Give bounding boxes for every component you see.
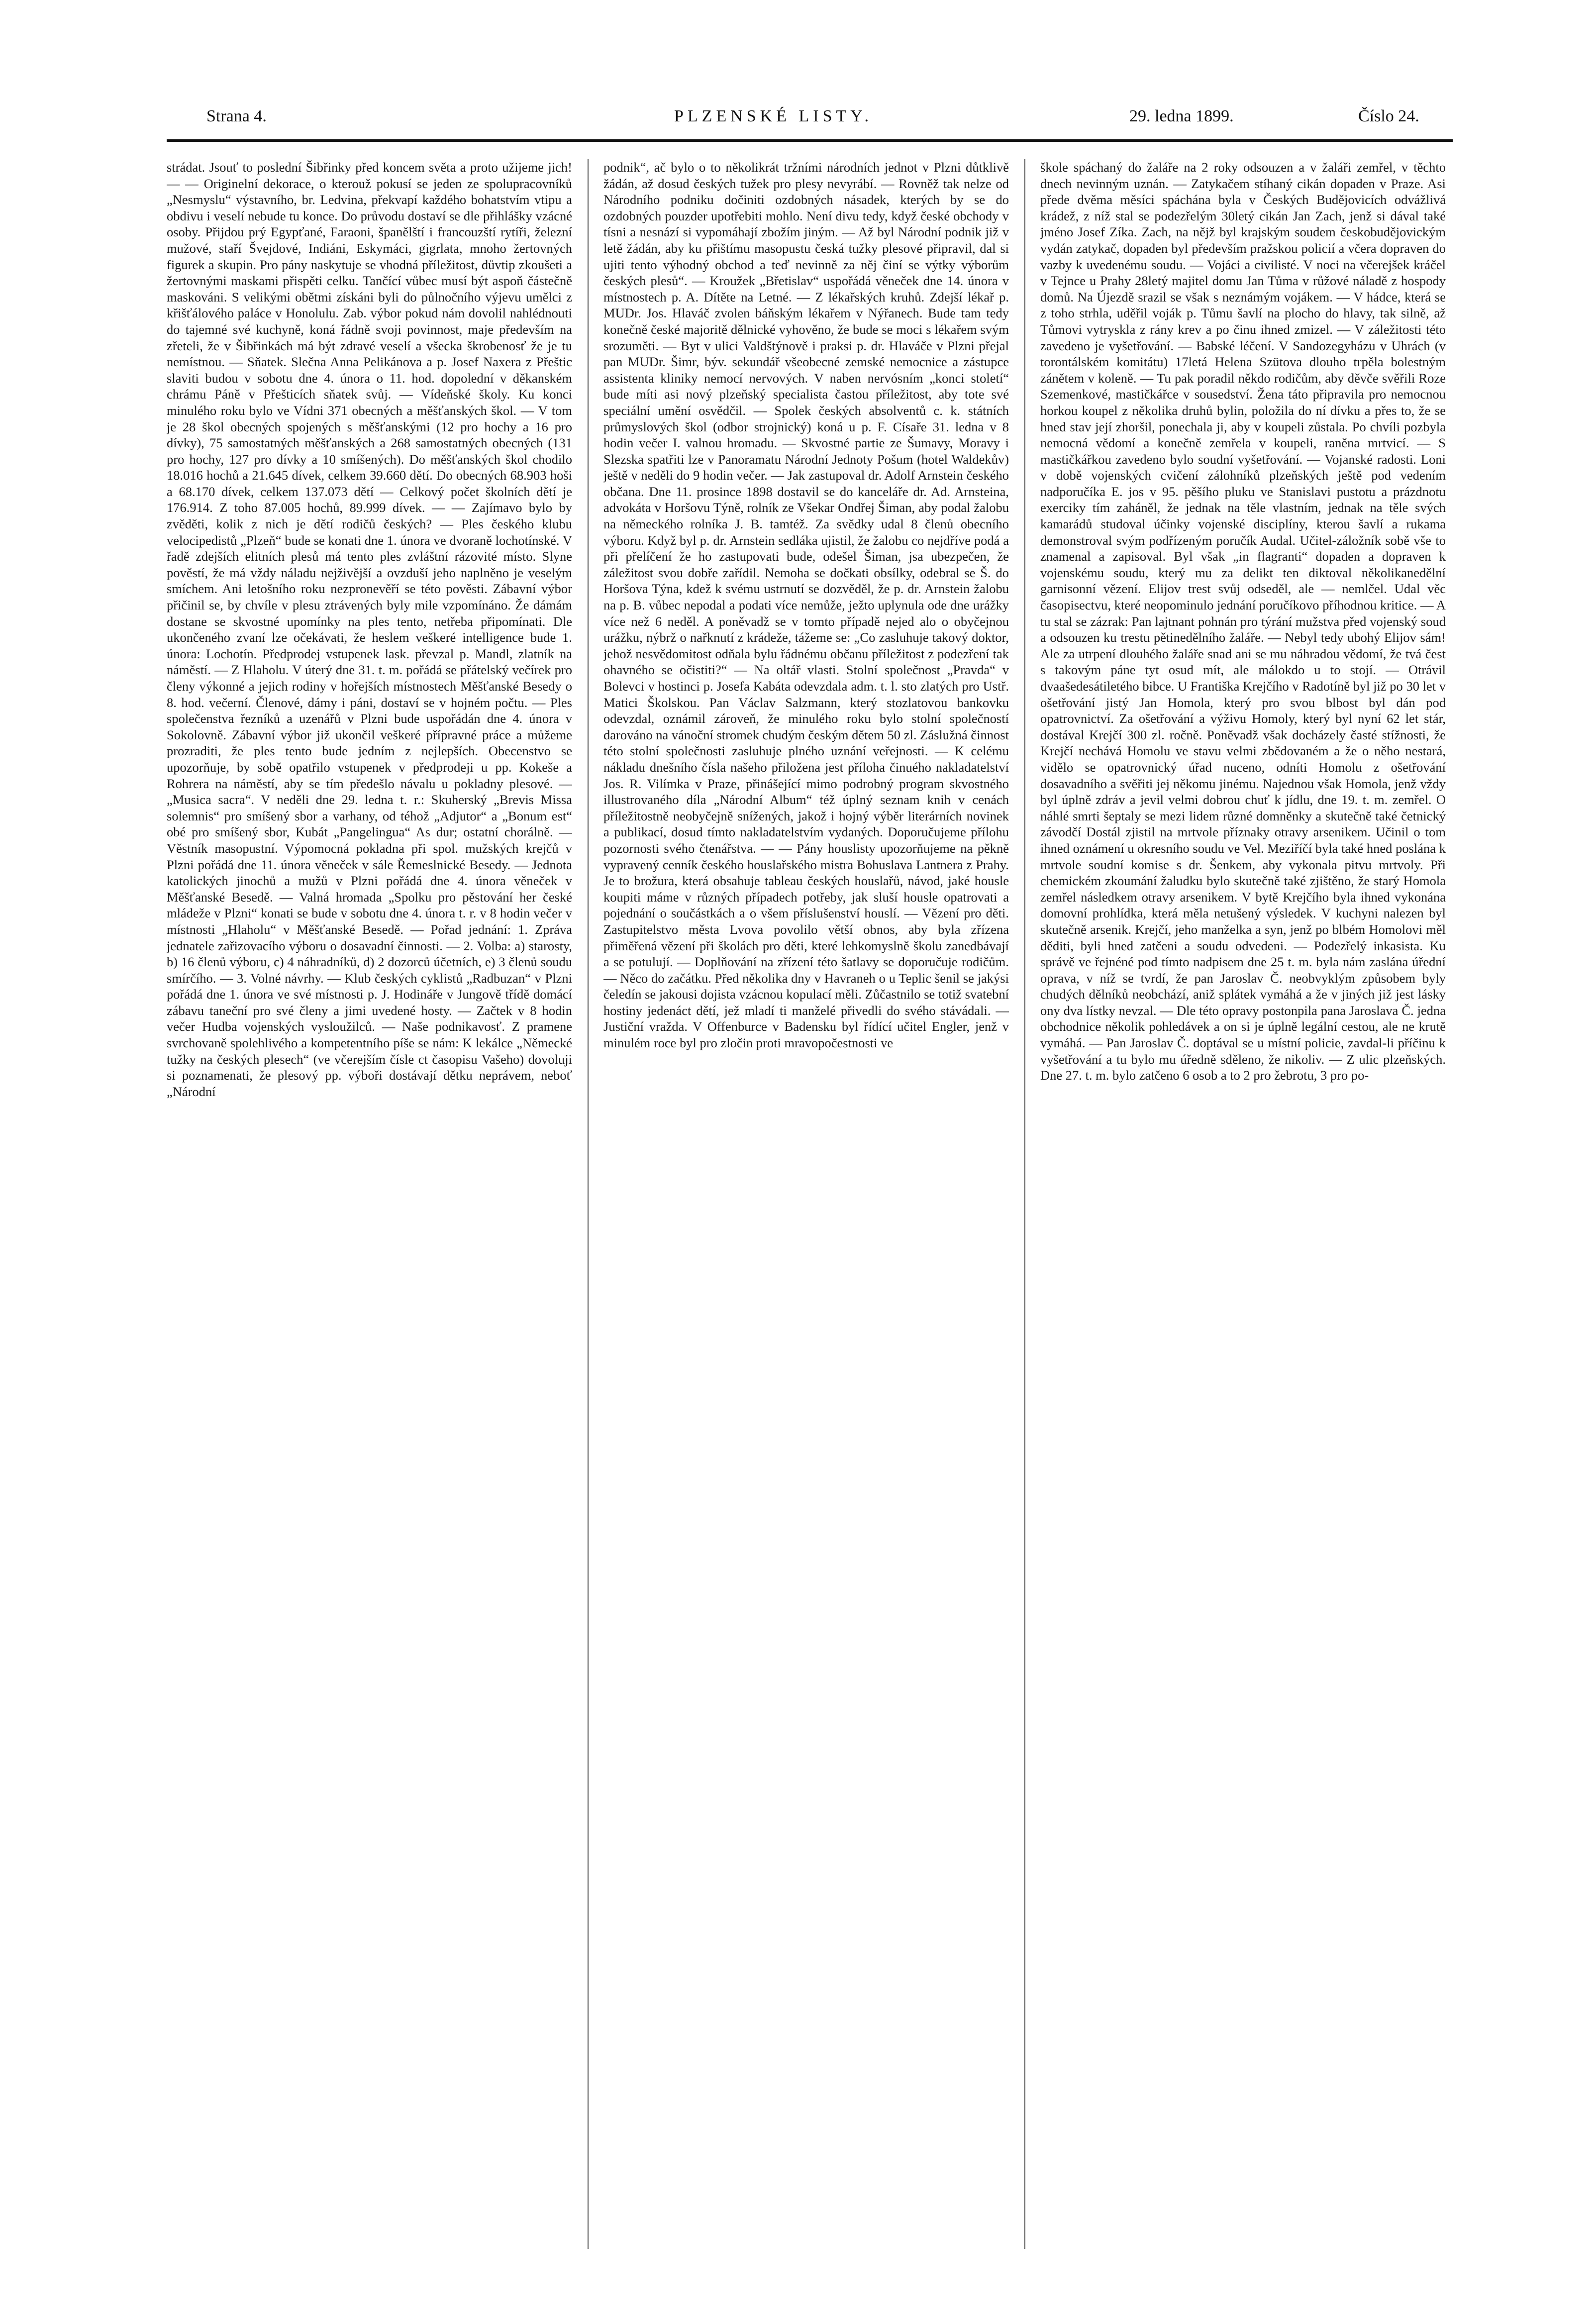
- column-2-text: podnik“, ač bylo o to několikrát tržními národních jednot v Plzni důtklivě žádán, až dosud českých tužek pro plesy nevyrábí. — Rovněž tak nelze od Národního podniku dočiniti ozdobných násadek, kterých by se do ozdobných pouzder upotřebiti mohlo. Není divu tedy, když české obchody v tísni a nesnází si vypomáhají zbožím jiným. — Až byl Národní podnik již v letě žádán, aby ku přištímu masopustu česká tužky plesové připravil, dal si ujiti tento výhodný obchod a teď nevinně za něj činí se výtky výborům českých plesů“. — Kroužek „Břetislav“ uspořádá věneček dne 14. února v místnostech p. A. Dítěte na Letné. — Z lékařských kruhů. Zdejší lékař p. MUDr. Jos. Hlaváč zvolen báňským lékařem v Nýřanech. Bude tam tedy konečně české majoritě dělnické vyhověno, že bude se moci s lékařem svým srozuměti. — Byt v ulici Valdštýnově i praksi p. dr. Hlaváče v Plzni přejal pan MUDr. Šimr, býv. sekundář všeobecné zemské nemocnice a zástupce assistenta kliniky nemocí nervových. V naben nervósním „konci století“ bude míti asi nový plzeňský specialista častou příležitost, aby tote své speciální umění osvědčil. — Spolek českých absolventů c. k. státních průmyslových škol (odbor strojnický) koná u p. F. Císaře 31. ledna v 8 hodin večer I. valnou hromadu. — Skvostné partie ze Šumavy, Moravy i Slezska spatřiti lze v Panoramatu Národní Jednoty Pošum (hotel Waldekův) ještě v neděli do 9 hodin večer. — Jak zastupoval dr. Adolf Arnstein českého občana. Dne 11. prosince 1898 dostavil se do kanceláře dr. Ad. Arnsteina, advokáta v Horšovu Týně, rolník ze Všekar Ondřej Šiman, aby podal žalobu na německého rolníka J. B. tamtéž. Za svědky udal 8 členů obecního výboru. Když byl p. dr. Arnstein sedláka ujistil, že žalobu co nejdříve podá a při přelíčení že ho zastupovati bude, odešel Šiman, jsa ubezpečen, že záležitost svou dobře zařídil. Nemoha se dočkati obsílky, odebral se Š. do Horšova Týna, kdež k svému ustrnutí se dozvěděl, že p. dr. Arnstein žalobu na p. B. vůbec nepodal a podati více nemůže, ježto uplynula ode dne urážky více než 6 neděl. A poněvadž se v tomto případě nejed alo o obyčejnou urážku, nýbrž o nařknutí z krádeže, tážeme se: „Co zasluhuje takový doktor, jehož nesvědomitost odňala bylu řádnému občanu příležitost z podezření tak ohavného se očistiti?“ — Na oltář vlasti. Stolní společnost „Pravda“ v Bolevci v hostinci p. Josefa Kabáta odevzdala adm. t. l. sto zlatých pro Ustř. Matici Školskou. Pan Václav Salzmann, který stozlatovou bankovku odevzdal, oznámil zároveň, že minulého roku bylo stolní společností darováno na vánoční stromek chudým českým dětem 50 zl. Záslužná činnost této stolní společnosti zasluhuje plného uznání veřejnosti. — K celému nákladu dnešního čísla našeho přiložena jest příloha činuého nakladatelství Jos. R. Vilímka v Praze, přinášející mimo podrobný program skvostného illustrovaného díla „Národní Album“ též úplný seznam knih v cenách příležitostně neobyčejně snížených, jakož i hojný výběr literárních novinek a publikací, dosud tímto nakladatelstvím vydaných. Doporučujeme přílohu pozornosti svého čtenářstva. — — Pány houslisty upozorňujeme na pěkně vypravený cenník českého houslařského mistra Bohuslava Lantnera z Prahy. Je to brožura, která obsahuje tableau českých houslařů, návod, jaké housle koupiti máme v různých případech potřeby, jak sluší housle opatrovati a pojednání o součástkách a o všem příslušenství houslí. — Vězení pro děti. Zastupitelstvo města Lvova povolilo větší obnos, aby byla zřízena přiměřená vězení při školách pro děti, které lehkomyslně školu zanedbávají a se potulují. — Doplňování na zřízení této šatlavy se doporučuje rodičům. — Něco do začátku. Před několika dny v Havraneh o u Teplic šenil se jakýsi čeledín se jakousi dojista vzácnou kopulací měli. Zůčastnilo se totiž svatební hostiny jedenáct dětí, jež mladí ti manželé přivedli do svého stávádali. — Justiční vražda. V Offenburce v Badensku byl řídící učitel Engler, jenž v minulém roce byl pro zločin proti mravopočestnosti ve: [603, 160, 1009, 1051]
- text-column-2: [603, 159, 1009, 2249]
- issue-number: Číslo 24.: [1358, 107, 1419, 125]
- text-column-3: [1040, 159, 1446, 2249]
- newspaper-page: [167, 85, 1453, 2259]
- header-rule: [167, 139, 1453, 142]
- issue-date: 29. ledna 1899.: [1129, 107, 1234, 125]
- text-column-1: [167, 159, 572, 2249]
- masthead-title: PLZENSKÉ LISTY.: [674, 107, 873, 125]
- column-3-text: škole spáchaný do žaláře na 2 roky odsouzen a v žaláři zemřel, v těchto dnech nevinným uznán. — Zatykačem stíhaný cikán dopaden v Praze. Asi přede dvěma měsíci spáchána byla v Českých Budějovicích odvážlivá krádež, z níž stal se podezřelým 30letý cikán Jan Zach, jenž si dával také jméno Josef Zíka. Zach, na nějž byl krajským soudem českobudějovickým vydán zatykač, dopaden byl především pražskou policií a včera dopraven do vazby k uvedenému soudu. — Vojáci a civilisté. V noci na včerejšek kráčel v Tejnce u Prahy 28letý majitel domu Jan Tůma v růžové náladě z hospody domů. Na Újezdě srazil se však s neznámým vojákem. — V hádce, která se z toho strhla, uděřil voják p. Tůmu šavlí na plocho do hlavy, tak silně, až Tůmovi vytryskla z rány krev a po činu ihned zmizel. — V záležitosti této zavedeno je vyšetřování. — Babské léčení. V Sandozegyházu v Uhrách (v torontálském komitátu) 17letá Helena Szütova dlouho trpěla bolestným zánětem v koleně. — Tu pak poradil někdo rodičům, aby děvče svěřili Roze Szemenkové, mastičkářce v sousedství. Žena táto připravila pro nemocnou horkou koupel z několika druhů bylin, položila do ní dívku a přes to, že se hned stav její zhoršil, ponechala ji, aby v koupeli zůstala. Po chvíli pozbyla nemocná vědomí a konečně zemřela v koupeli, raněna mrtvicí. — S mastičkářkou zavedeno bylo soudní vyšetřování. — Vojanské radosti. Loni v době vojenských cvičení zálohníků plzeňských ještě pod vedením nadporučíka E. jos v 95. pěšího pluku ve Stanislavi pustotu a prázdnotu exerciky tím zaháněl, že jednak na těle vlastním, jednak na těle svých kamarádů studoval účinky vojenské disciplíny, kterou šavlí a rukama demonstroval svým podřízeným poručík Audal. Učitel-záložník sobě vše to znamenal a zapisoval. Byl však „in flagranti“ dopaden a dopraven k vojenskému soudu, který mu za delikt ten diktoval několikanedělní garnisonní vězení. Elijov trest svůj odseděl, ale — nemlčel. Udal věc časopisectvu, které neopominulo jednání poručíkovo příhodnou kritice. — A tu stal se zázrak: Pan lajtnant pohnán pro týrání mužstva před vojenský soud a odsouzen ku trestu pětinedělního žaláře. — Nebyl tedy ubohý Elijov sám! Ale za utrpení dlouhého žaláře snad ani se mu náhradou vědomí, že tvá čest s takovým páne tyt osud mít, ale málokdo u to stojí. — Otrávil dvaašedesátiletého bibce. U Františka Krejčího v Radotíně byl již po 30 let v ošetřování jistý Jan Homola, který pro svou blbost byl dán pod opatrovnictví. Za ošetřování a výživu Homoly, který byl nyní 62 let stár, dostával Krejčí 300 zl. ročně. Poněvadž však docházely časté stížnosti, že Krejčí nechává Homolu ve stavu velmi zbědovaném a že o něho nestará, vidělo se opatrovnický úřad nuceno, odníti Homolu z ošetřování dosavadního a svěřiti jej někomu jinému. Najednou však Homola, jenž vždy byl úplně zdráv a jevil velmi dobrou chuť k jídlu, dne 19. t. m. zemřel. O náhlé smrti šeptaly se mezi lidem různé domněnky a skutečně také četnický závodčí Dostál zjistil na mrtvole příznaky otravy arsenikem. Učinil o tom ihned oznámení u okresního soudu ve Vel. Meziříčí byla také hned poslána k mrtvole soudní komise s dr. Šenkem, aby vykonala pitvu mrtvoly. Při chemickém zkoumání žaludku bylo skutečně také zjištěno, že starý Homola zemřel následkem otravy arsenikem. V bytě Krejčího byla ihned vykonána domovní prohlídka, která měla netušený výsledek. V kuchyni nalezen byl skutečně arsenik. Krejčí, jeho manželka a syn, jenž po blbém Homolovi měl děditi, byli hned zatčeni a soudu odvedeni. — Podezřelý inkasista. Ku správě ve řejnéné pod tímto nadpisem dne 25 t. m. byla nám zaslána úřední oprava, v níž se tvrdí, že pan Jaroslav Č. neobvyklým způsobem byly chudých dělníků neobchází, aniž splátek vymáhá a že v jiných již jest lásky ony dva lístky nevzal. — Dle této opravy postonpila pana Jaroslava Č. jedna obchodnice několik pohledávek a on si je úplně legální cestou, ale ne krutě vymáhá. — Pan Jaroslav Č. doptával se u místní policie, zavdal-li příčinu k vyšetřování a tu bylo mu úředně sděleno, že nikoliv. — Z ulic plzeňských. Dne 27. t. m. bylo zatčeno 6 osob a to 2 pro žebrotu, 3 pro po-: [1040, 160, 1446, 1083]
- page-number: Strana 4.: [206, 107, 267, 125]
- column-1-text: strádat. Jsouť to poslední Šibřinky před koncem světa a proto užijeme jich! — — Originelní dekorace, o kterouž pokusí se jeden ze spolupracovníků „Nesmyslu“ výstavního, br. Ledvina, překvapí každého bohatstvím vtipu a obdivu i veselí nebude tu konce. Do průvodu dostaví se dle přihlášky vzácné osoby. Přijdou prý Egypťané, Faraoni, španělští i francouzští rytíři, železní mužové, staří Švejdové, Indiáni, Eskymáci, gigrlata, mnoho žertovných figurek a skupin. Pro pány naskytuje se vhodná příležitost, důvtip zkoušeti a žertovnými maskami přispěti celku. Tančící vůbec musí být aspoň částečně maskováni. S velikými obětmi získáni byli do půlnočního výjevu umělci z křišťálového paláce v Honolulu. Zab. výbor pokud nám dovolil nahlédnouti do tajemné své kuchyně, koná řádně svoji povinnost, maje především na zřeteli, že v Šibřinkách má být zdravé veselí a všecka škrobenosť že je tu nemístnou. — Sňatek. Slečna Anna Pelikánova a p. Josef Naxera z Přeštic slaviti budou v sobotu dne 4. února o 11. hod. dopolední v děkanském chrámu Páně v Přešticích sňatek svůj. — Vídeňské školy. Ku konci minulého roku bylo ve Vídni 371 obecných a měšťanských škol. — V tom je 28 škol obecných spojených s měšťanskými (12 pro hochy a 16 pro dívky), 75 samostatných měšťanských a 268 samostatných obecných (131 pro hochy, 127 pro dívky a 10 smíšených). Do měšťanských škol chodilo 18.016 hochů a 21.645 dívek, celkem 39.660 dětí. Do obecných 68.903 hoši a 68.170 dívek, celkem 137.073 dětí — Celkový počet školních dětí je 176.914. Z toho 87.005 hochů, 89.999 dívek. — — Zajímavo bylo by zvěděti, kolik z nich je dětí rodičů českých? — Ples českého klubu velocipedistů „Plzeň“ bude se konati dne 1. února ve dvoraně lochotínské. V řadě zdejších elitních plesů má tento ples zvláštní rázovité místo. Slyne pověstí, že má vždy náladu nejživější a ovzduší jeho naplněno je veselým smíchem. Ani letošního roku nezpronevěří se této pověsti. Zábavní výbor přičinil se, by chvíle v plesu ztrávených byly mile vzpomínáno. Že dámám dostane se skvostné upomínky na ples tento, netřeba připomínati. Dle ukončeného zvaní lze očekávati, že heslem veškeré intelligence bude 1. února: Lochotín. Předprodej vstupenek lask. převzal p. Mandl, zlatník na náměstí. — Z Hlaholu. V úterý dne 31. t. m. pořádá se přátelský večírek pro členy výkonné a jejich rodiny v hořejších místnostech Měšťanské Besedy o 8. hod. večerní. Členové, dámy i páni, dostaví se v hojném počtu. — Ples společenstva řezníků a uzenářů v Plzni bude uspořádán dne 4. února v Sokolovně. Zábavní výbor již ukončil veškeré přípravné práce a můžeme prozraditi, že ples tento bude jedním z nejlepších. Obecenstvo se upozorňuje, by sobě opatřilo vstupenek v předprodeji u pp. Kokeše a Rohrera na náměstí, aby se tím předešlo návalu u pokladny plesové. — „Musica sacra“. V neděli dne 29. ledna t. r.: Skuherský „Brevis Missa solemnis“ pro smíšený sbor a varhany, od téhož „Adjutor“ a „Bonum est“ obé pro smíšený sbor, Kubát „Pangelingua“ As dur; ostatní chorálně. — Věstník masopustní. Výpomocná pokladna při spol. mužských krejčů v Plzni pořádá dne 11. února věneček v sále Řemeslnické Besedy. — Jednota katolických jinochů a mužů v Plzni pořádá dne 4. února věneček v Měšťanské Besedě. — Valná hromada „Spolku pro pěstování her české mládeže v Plzni“ konati se bude v sobotu dne 4. února t. r. v 8 hodin večer v místnosti „Hlaholu“ v Měšťanské Besedě. — Pořad jednání: 1. Zpráva jednatele zařizovacího výboru o dosavadní činnosti. — 2. Volba: a) starosty, b) 16 členů výboru, c) 4 náhradníků, d) 2 dozorců účetních, e) 3 členů soudu smírčího. — 3. Volné návrhy. — Klub českých cyklistů „Radbuzan“ v Plzni pořádá dne 1. února ve své místnosti p. J. Hodináře v Jungově třídě domácí zábavu taneční pro své členy a jimi uvedené hosty. — Začtek v 8 hodin večer Hudba vojenských vysloužilců. — Naše podnikavosť. Z pramene svrchovaně spolehlivého a kompetentního píše se nám: K lekálce „Německé tužky na českých plesech“ (ve včerejším čísle ct časopisu Vašeho) dovoluji si poznamenati, že plesový pp. výboři dostávají dětku neprávem, neboť „Národní: [167, 160, 572, 1099]
- article-columns: [167, 159, 1453, 2249]
- page-header: [167, 107, 1453, 142]
